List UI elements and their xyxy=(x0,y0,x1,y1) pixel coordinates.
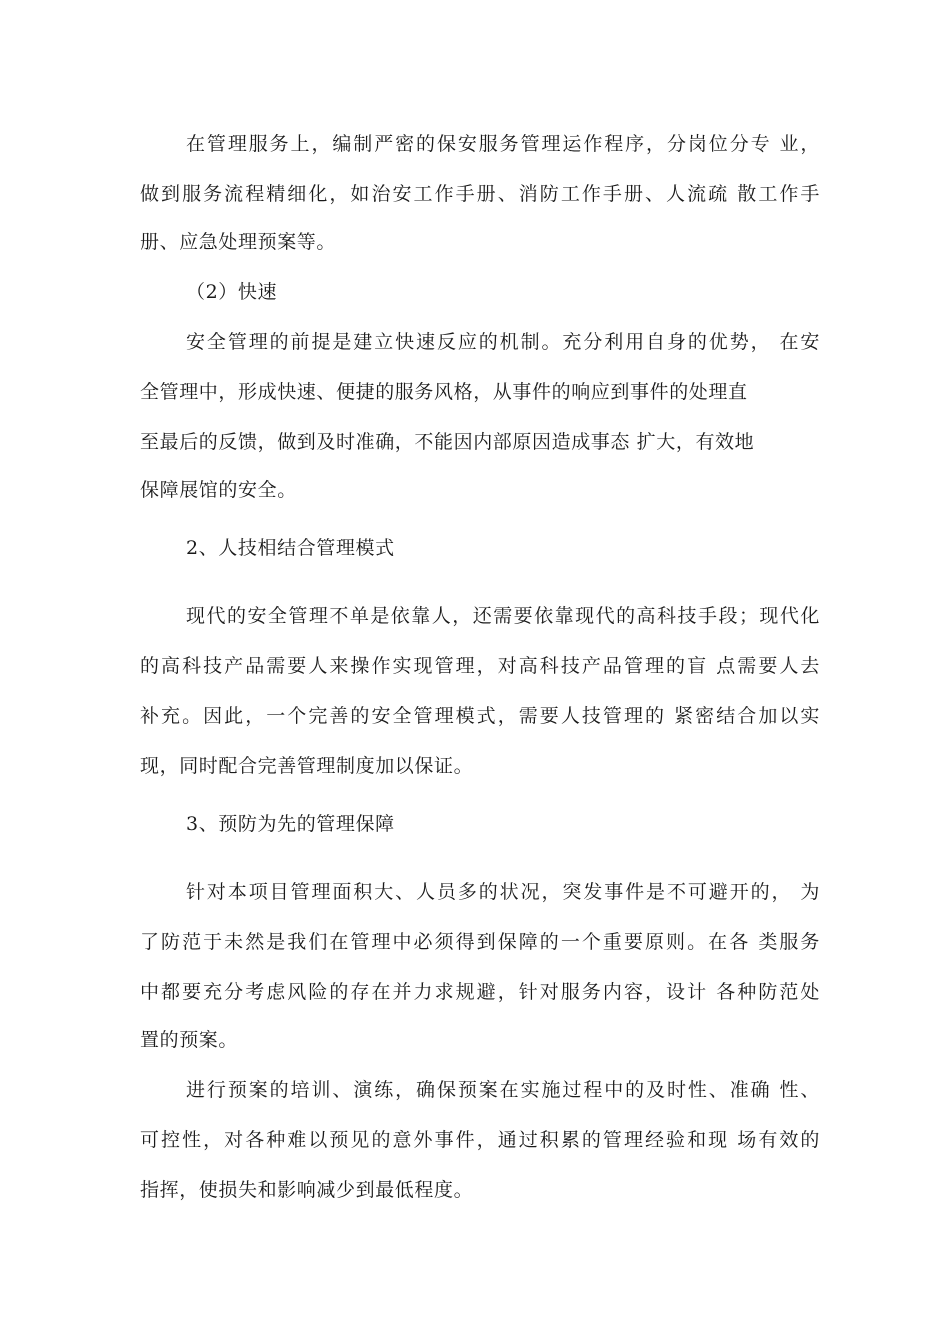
section-heading: 2、人技相结合管理模式 xyxy=(186,537,395,559)
paragraph-line: 可控性，对各种难以预见的意外事件，通过积累的管理经验和现 场有效的 xyxy=(140,1129,820,1151)
paragraph-line: 了防范于未然是我们在管理中必须得到保障的一个重要原则。在各 类服务 xyxy=(140,931,820,953)
paragraph-line: 做到服务流程精细化，如治安工作手册、消防工作手册、人流疏 散工作手 xyxy=(140,183,820,205)
paragraph-line: 在管理服务上，编制严密的保安服务管理运作程序，分岗位分专 业， xyxy=(186,133,820,155)
paragraph-line: 针对本项目管理面积大、人员多的状况，突发事件是不可避开的， 为 xyxy=(186,881,820,903)
paragraph-line: 至最后的反馈，做到及时准确，不能因内部原因造成事态 扩大，有效地 xyxy=(140,431,755,453)
paragraph-line: 指挥，使损失和影响减少到最低程度。 xyxy=(140,1179,474,1201)
paragraph-line: 中都要充分考虑风险的存在并力求规避，针对服务内容，设计 各种防范处 xyxy=(140,981,820,1003)
paragraph-line: 现代的安全管理不单是依靠人，还需要依靠现代的高科技手段；现代化 xyxy=(186,605,820,627)
section-heading: 3、预防为先的管理保障 xyxy=(186,813,395,835)
section-heading: （2）快速 xyxy=(186,281,278,303)
paragraph-line: 置的预案。 xyxy=(140,1029,239,1051)
paragraph-line: 保障展馆的安全。 xyxy=(140,479,297,501)
paragraph-line: 现，同时配合完善管理制度加以保证。 xyxy=(140,755,474,777)
paragraph-line: 补充。因此，一个完善的安全管理模式，需要人技管理的 紧密结合加以实 xyxy=(140,705,820,727)
paragraph-line: 进行预案的培训、演练，确保预案在实施过程中的及时性、准确 性、 xyxy=(186,1079,820,1101)
paragraph-line: 安全管理的前提是建立快速反应的机制。充分利用自身的优势， 在安 xyxy=(186,331,820,353)
paragraph-line: 的高科技产品需要人来操作实现管理，对高科技产品管理的盲 点需要人去 xyxy=(140,655,820,677)
paragraph-line: 全管理中，形成快速、便捷的服务风格，从事件的响应到事件的处理直 xyxy=(140,381,748,403)
paragraph-line: 册、应急处理预案等。 xyxy=(140,231,337,253)
